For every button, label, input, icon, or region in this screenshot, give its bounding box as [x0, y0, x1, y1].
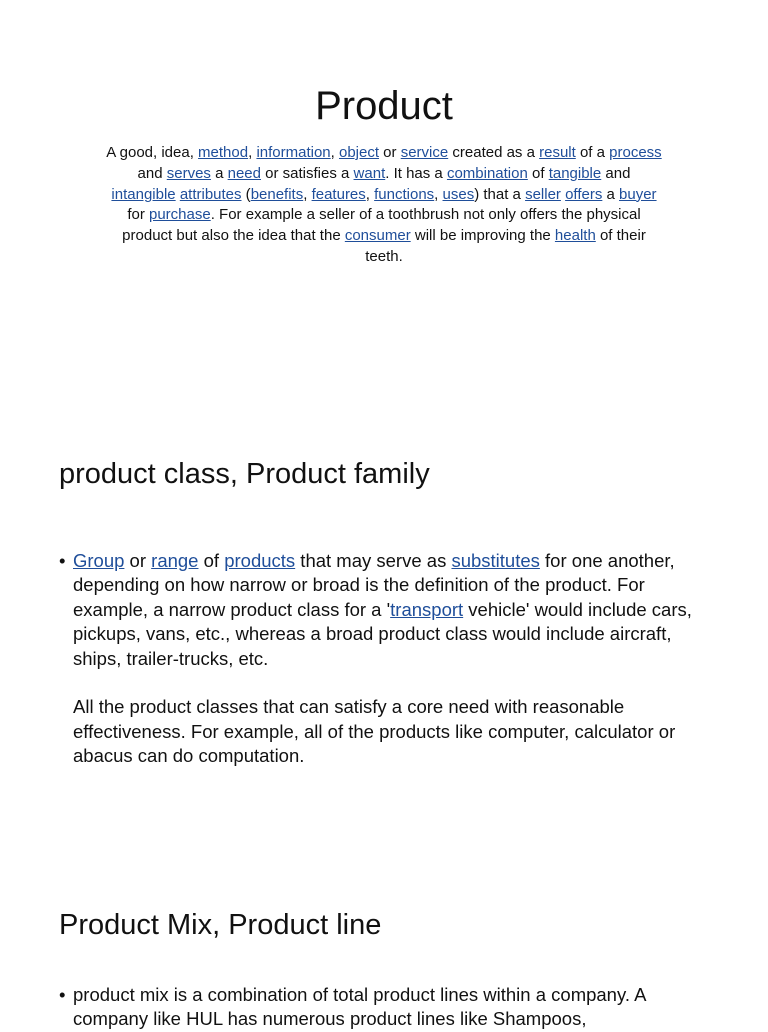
bullet-item	[59, 983, 719, 1032]
bullet-text: product mix is a combination of total product lines within a company. A company like HUL has numerous product lines like Shampoos,	[73, 984, 646, 1030]
hyperlink-intangible[interactable]: intangible	[111, 185, 176, 203]
hyperlink-information[interactable]: information	[256, 144, 331, 161]
bullet-list	[59, 983, 719, 1032]
hyperlink-products[interactable]: products	[224, 550, 296, 571]
hyperlink-serves[interactable]: serves	[166, 164, 211, 182]
hyperlink-transport[interactable]: transport	[390, 598, 464, 620]
slide-product	[0, 0, 768, 420]
slide-heading: product class, Product family	[59, 458, 430, 490]
hyperlink-consumer[interactable]: consumer	[344, 227, 411, 245]
hyperlink-purchase[interactable]: purchase	[149, 206, 211, 224]
hyperlink-substitutes[interactable]: substitutes	[451, 550, 540, 571]
hyperlink-combination[interactable]: combination	[446, 164, 528, 182]
hyperlink-offers[interactable]: offers	[565, 185, 603, 203]
hyperlink-functions[interactable]: functions	[374, 185, 435, 203]
definition-paragraph: A good, idea, method, information, object or service created as a result of a process and serves a need or satisfies a want. It has a combination of tangible and intangible attributes (benefits, features, functions, uses) that a seller offers a buyer for purchase. For example a seller of a toothbrush not only offers the physical product but also the idea that the consumer will be improving the health of their teeth.	[106, 144, 662, 265]
bullet-list	[59, 549, 719, 769]
hyperlink-features[interactable]: features	[311, 185, 366, 203]
hyperlink-method[interactable]: method	[198, 144, 249, 161]
bullet-paragraph-1: Group or range of products that may serve as substitutes for one another, depending on how narrow or broad is the definition of the product. For example, a narrow product class for a 'transport vehicle' would include cars, pickups, vans, etc., whereas a broad product class would include aircraft, ships, trailer-trucks, etc.	[73, 550, 692, 669]
hyperlink-attributes[interactable]: attributes	[179, 185, 242, 203]
slide-heading: Product Mix, Product line	[59, 909, 382, 941]
slide-product-class	[0, 420, 768, 900]
hyperlink-health[interactable]: health	[554, 227, 596, 245]
hyperlink-tangible[interactable]: tangible	[548, 164, 602, 182]
hyperlink-buyer[interactable]: buyer	[619, 185, 657, 203]
bullet-marker: •	[59, 550, 66, 571]
bullet-item	[59, 549, 719, 769]
hyperlink-range[interactable]: range	[151, 550, 199, 571]
hyperlink-benefits[interactable]: benefits	[250, 185, 304, 203]
hyperlink-object[interactable]: object	[338, 144, 380, 161]
hyperlink-want[interactable]: want	[353, 164, 386, 182]
hyperlink-seller[interactable]: seller	[525, 185, 561, 203]
hyperlink-uses[interactable]: uses	[442, 185, 475, 203]
bullet-paragraph-2: All the product classes that can satisfy a core need with reasonable effectiveness. For example, all of the products like computer, calculator or abacus can do computation.	[73, 696, 676, 767]
hyperlink-group[interactable]: Group	[73, 550, 125, 571]
hyperlink-need[interactable]: need	[227, 164, 261, 182]
hyperlink-process[interactable]: process	[609, 144, 662, 161]
bullet-text	[73, 549, 719, 769]
hyperlink-service[interactable]: service	[400, 144, 449, 161]
slide-product-mix	[0, 900, 768, 1030]
paragraph-spacer	[73, 671, 719, 695]
slide-title: Product	[315, 84, 453, 128]
hyperlink-result[interactable]: result	[539, 144, 576, 161]
bullet-marker: •	[59, 984, 66, 1005]
